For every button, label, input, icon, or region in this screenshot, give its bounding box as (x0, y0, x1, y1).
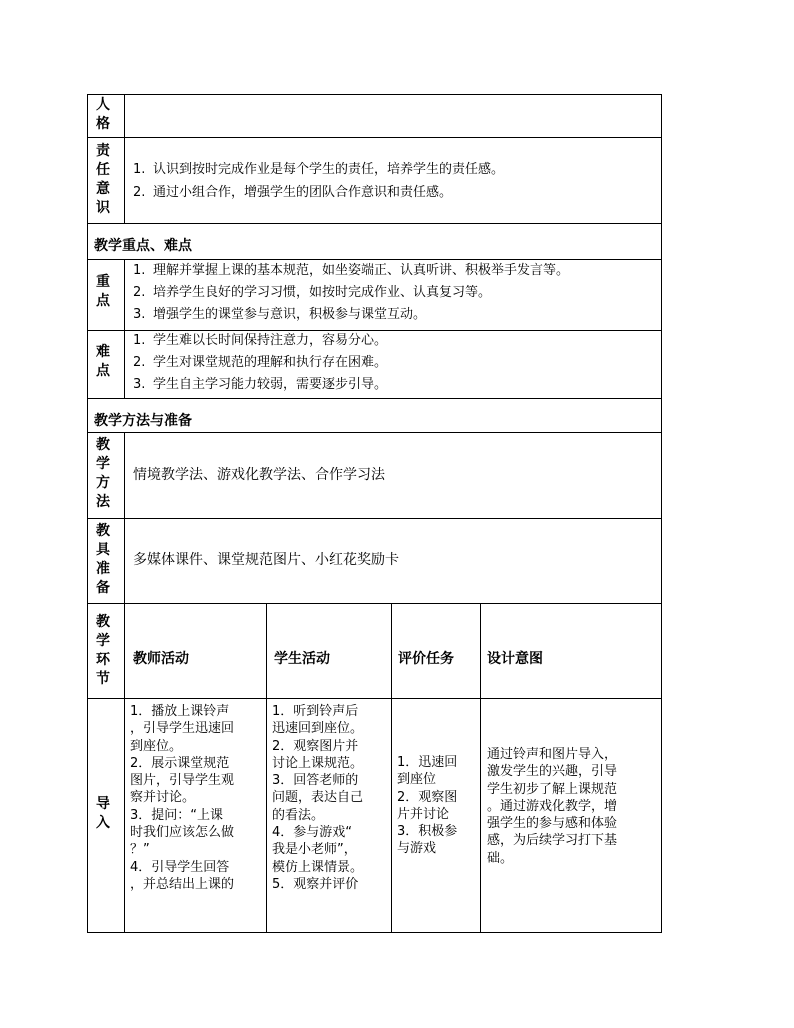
responsibility-label: 责任意识 (96, 143, 110, 216)
column-divider (391, 603, 392, 933)
row-divider (87, 398, 662, 399)
item-text: 学生对课堂规范的理解和执行存在困难。 (153, 355, 388, 370)
methods-section-title: 教学方法与准备 (94, 413, 192, 429)
text-line: 到座位。 (130, 738, 183, 754)
teaching-method-text: 情境教学法、游戏化教学法、合作学习法 (133, 467, 385, 483)
personality-label: 人格 (96, 97, 110, 132)
text-line: 讨论上课规范。 (272, 755, 364, 771)
text-line: 与游戏 (397, 841, 437, 857)
key-points-label: 重点 (96, 274, 110, 309)
column-divider (124, 259, 125, 399)
item-text: 增强学生的课堂参与意识，积极参与课堂互动。 (153, 307, 427, 322)
teaching-stage-label: 教学环节 (96, 614, 110, 687)
teacher-activity-cell (130, 703, 262, 893)
text-line: 2．展示课堂规范 (130, 755, 230, 771)
text-line: 3．提问：“上课 (130, 807, 224, 823)
text-line: 。通过游戏化教学，增 (487, 798, 618, 814)
item-number: 3. (133, 377, 146, 392)
intro-stage-label: 导入 (96, 796, 110, 831)
table-top-border (87, 94, 662, 95)
evaluation-task-cell (397, 754, 477, 858)
text-line: 时我们应该怎么做 (130, 825, 235, 841)
key-item-1 (133, 262, 569, 279)
design-intent-header: 设计意图 (487, 651, 543, 667)
key-points-section-title: 教学重点、难点 (94, 238, 192, 254)
item-number: 3. (133, 307, 146, 322)
item-number: 1. (133, 162, 146, 177)
item-text: 认识到按时完成作业是每个学生的责任，培养学生的责任感。 (153, 162, 505, 177)
text-line: 1．迅速回 (397, 755, 458, 770)
text-line: 的看法。 (272, 807, 325, 823)
text-line: 强学生的参与感和体验 (487, 816, 618, 832)
item-number: 1. (133, 333, 146, 348)
text-line: 察并讨论。 (130, 790, 196, 806)
teacher-activity-header: 教师活动 (133, 651, 189, 667)
student-activity-header: 学生活动 (274, 651, 330, 667)
text-line: 图片，引导学生观 (130, 773, 235, 789)
key-item-2 (133, 284, 491, 301)
text-line: 激发学生的兴趣，引导 (487, 764, 618, 780)
teaching-tools-text: 多媒体课件、课堂规范图片、小红花奖励卡 (133, 552, 399, 568)
item-text: 通过小组合作，增强学生的团队合作意识和责任感。 (153, 185, 453, 200)
text-line: 我是小老师”， (272, 842, 357, 858)
difficult-item-2 (133, 354, 387, 371)
table-bottom-border (87, 932, 662, 933)
row-divider (87, 223, 662, 224)
text-line: 模仿上课情景。 (272, 859, 364, 875)
difficult-item-3 (133, 376, 387, 393)
text-line: 4．引导学生回答 (130, 859, 230, 875)
evaluation-task-header: 评价任务 (398, 651, 454, 667)
row-divider (87, 603, 662, 604)
column-divider (266, 603, 267, 933)
text-line: 迅速回到座位。 (272, 721, 364, 737)
column-divider (480, 603, 481, 933)
teaching-method-label: 教学方法 (96, 437, 110, 510)
student-activity-cell (272, 703, 388, 893)
column-divider (124, 94, 125, 224)
text-line: 1．播放上课铃声 (130, 704, 230, 719)
text-line: 片并讨论 (397, 806, 450, 822)
table-right-border (661, 94, 662, 933)
row-divider (87, 259, 662, 260)
text-line: 3．回答老师的 (272, 773, 359, 789)
item-number: 1. (133, 263, 146, 278)
row-divider (87, 137, 662, 138)
text-line: 5．观察并评价 (272, 876, 359, 892)
row-divider (87, 698, 662, 699)
row-divider (87, 330, 662, 331)
text-line: 3．积极参 (397, 824, 458, 840)
item-number: 2. (133, 185, 146, 200)
row-divider (87, 518, 662, 519)
text-line: ？” (130, 842, 150, 858)
text-line: ，引导学生迅速回 (130, 721, 235, 737)
difficult-item-1 (133, 332, 387, 349)
table-left-border (87, 94, 88, 933)
row-divider (87, 432, 662, 433)
text-line: 4．参与游戏“ (272, 825, 353, 841)
item-number: 2. (133, 355, 146, 370)
text-line: 问题，表达自己 (272, 790, 364, 806)
design-intent-cell (487, 746, 657, 867)
item-number: 2. (133, 285, 146, 300)
item-text: 培养学生良好的学习习惯，如按时完成作业、认真复习等。 (153, 285, 492, 300)
text-line: 2．观察图 (397, 789, 458, 805)
text-line: 学生初步了解上课规范 (487, 781, 618, 797)
text-line: 通过铃声和图片导入， (487, 747, 618, 762)
teaching-tools-label: 教具准备 (96, 523, 110, 596)
item-text: 理解并掌握上课的基本规范，如坐姿端正、认真听讲、积极举手发言等。 (153, 263, 570, 278)
responsibility-item-1 (133, 161, 504, 178)
text-line: 到座位 (397, 772, 437, 788)
item-text: 学生难以长时间保持注意力，容易分心。 (153, 333, 388, 348)
text-line: 1．听到铃声后 (272, 704, 359, 719)
text-line: ，并总结出上课的 (130, 876, 235, 892)
text-line: 感，为后续学习打下基 (487, 833, 618, 849)
item-text: 学生自主学习能力较弱，需要逐步引导。 (153, 377, 388, 392)
column-divider (124, 432, 125, 933)
text-line: 础。 (487, 850, 514, 866)
key-item-3 (133, 306, 426, 323)
text-line: 2．观察图片并 (272, 738, 359, 754)
difficult-points-label: 难点 (96, 344, 110, 379)
responsibility-item-2 (133, 184, 452, 201)
